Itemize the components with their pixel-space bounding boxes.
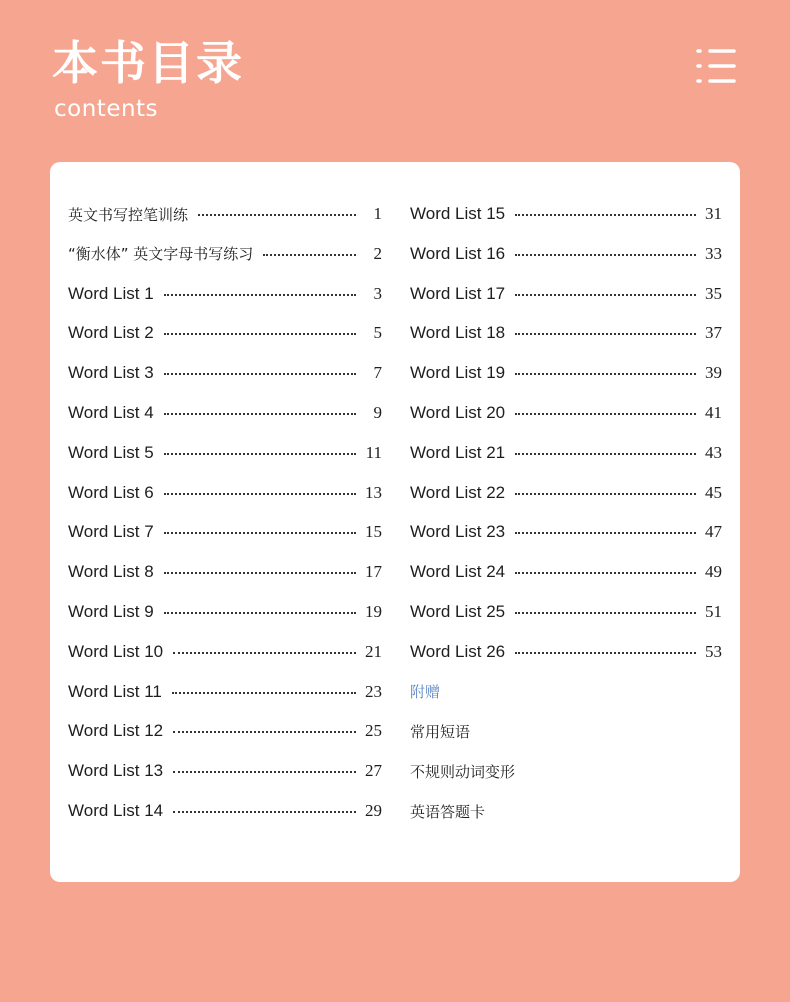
dot-leader — [515, 413, 696, 415]
dot-leader — [515, 373, 696, 375]
toc-entry-label: Word List 18 — [410, 323, 506, 343]
dot-leader — [173, 771, 356, 773]
contents-card — [50, 162, 740, 882]
dot-leader — [173, 811, 356, 813]
dot-leader — [164, 532, 356, 534]
toc-entry-label: Word List 12 — [68, 721, 164, 741]
toc-entry[interactable] — [410, 558, 722, 586]
toc-entry[interactable] — [68, 240, 382, 268]
toc-entry-page-number: 7 — [373, 363, 382, 383]
toc-entry-label: Word List 2 — [68, 323, 154, 343]
menu-lines-icon[interactable] — [696, 48, 736, 84]
toc-entry-page-number: 23 — [365, 681, 382, 701]
toc-entry[interactable] — [68, 399, 382, 427]
dot-leader — [515, 453, 696, 455]
toc-entry-page-number: 25 — [365, 721, 382, 741]
toc-entry-label: Word List 11 — [68, 681, 162, 701]
appendix-item-label: 英语答题卡 — [410, 802, 486, 821]
toc-entry[interactable] — [410, 638, 722, 666]
toc-entry[interactable] — [68, 479, 382, 507]
dot-leader — [164, 294, 356, 296]
dot-leader — [515, 572, 696, 574]
toc-entry[interactable] — [410, 439, 722, 467]
toc-entry[interactable] — [410, 319, 722, 347]
toc-entry-label: Word List 24 — [410, 562, 506, 582]
dot-leader — [164, 333, 356, 335]
toc-entry-page-number: 1 — [373, 204, 382, 223]
appendix-item-label: 常用短语 — [410, 722, 471, 741]
page-title: 本书目录 — [52, 36, 244, 90]
toc-entry-page-number: 37 — [705, 323, 722, 343]
toc-entry[interactable] — [410, 280, 722, 308]
toc-entry-page-number: 2 — [373, 243, 382, 263]
dot-leader — [164, 373, 356, 375]
toc-entry-label: 英文书写控笔训练 — [68, 205, 189, 224]
appendix-heading: 附赠 — [410, 683, 441, 702]
toc-entry[interactable] — [68, 678, 382, 706]
toc-entry-page-number: 5 — [373, 323, 382, 343]
toc-entry-page-number: 49 — [705, 562, 722, 582]
toc-entry[interactable] — [68, 757, 382, 785]
dot-leader — [173, 652, 356, 654]
dot-leader — [198, 214, 356, 216]
toc-entry-label: Word List 16 — [410, 243, 506, 263]
dot-leader — [172, 692, 356, 694]
appendix-item-label: 不规则动词变形 — [410, 762, 516, 781]
toc-entry-page-number: 35 — [705, 283, 722, 303]
appendix-heading-row — [410, 678, 722, 706]
toc-entry[interactable] — [68, 518, 382, 546]
toc-entry-page-number: 9 — [373, 403, 382, 422]
page-subtitle: contents — [54, 96, 159, 122]
toc-entry[interactable] — [410, 598, 722, 626]
dot-leader — [263, 254, 356, 256]
toc-entry-page-number: 11 — [365, 442, 382, 462]
toc-entry-page-number: 3 — [373, 283, 382, 303]
dot-leader — [164, 572, 356, 574]
toc-entry-label: Word List 19 — [410, 363, 506, 383]
toc-entry-label: Word List 3 — [68, 363, 154, 383]
toc-entry-label: Word List 1 — [68, 283, 154, 303]
toc-entry-page-number: 51 — [705, 602, 722, 621]
toc-entry-page-number: 47 — [705, 522, 722, 542]
dot-leader — [164, 413, 356, 415]
toc-entry-label: Word List 7 — [68, 522, 154, 542]
toc-entry[interactable] — [68, 797, 382, 825]
toc-entry-page-number: 33 — [705, 243, 722, 263]
dot-leader — [164, 453, 356, 455]
toc-entry[interactable] — [68, 598, 382, 626]
dot-leader — [164, 493, 356, 495]
toc-entry-page-number: 43 — [705, 442, 722, 462]
toc-entry-label: Word List 23 — [410, 522, 506, 542]
dot-leader — [173, 731, 356, 733]
toc-entry[interactable] — [410, 240, 722, 268]
dot-leader — [515, 652, 696, 654]
toc-entry-label: Word List 10 — [68, 641, 164, 661]
toc-entry-label: Word List 9 — [68, 602, 154, 621]
toc-entry[interactable] — [68, 280, 382, 308]
appendix-item[interactable] — [410, 797, 722, 825]
toc-entry[interactable] — [410, 518, 722, 546]
dot-leader — [515, 294, 696, 296]
toc-entry-page-number: 53 — [705, 641, 722, 661]
toc-entry-page-number: 41 — [705, 403, 722, 422]
dot-leader — [515, 214, 696, 216]
toc-entry[interactable] — [410, 200, 722, 228]
toc-entry-page-number: 45 — [705, 482, 722, 502]
toc-entry-label: Word List 4 — [68, 403, 154, 422]
dot-leader — [515, 493, 696, 495]
toc-entry-label: Word List 6 — [68, 482, 154, 502]
toc-entry-label: Word List 20 — [410, 403, 506, 422]
toc-entry-page-number: 19 — [365, 602, 382, 621]
toc-entry-label: Word List 25 — [410, 602, 506, 621]
toc-entry[interactable] — [68, 200, 382, 228]
toc-entry-label: Word List 15 — [410, 204, 506, 223]
toc-entry-page-number: 39 — [705, 363, 722, 383]
toc-entry[interactable] — [410, 399, 722, 427]
toc-entry-label: Word List 26 — [410, 641, 506, 661]
toc-entry-label: Word List 8 — [68, 562, 154, 582]
toc-entry[interactable] — [68, 558, 382, 586]
toc-entry[interactable] — [68, 319, 382, 347]
appendix-item[interactable] — [410, 717, 722, 745]
toc-entry-label: Word List 17 — [410, 283, 506, 303]
toc-entry[interactable] — [410, 359, 722, 387]
toc-entry[interactable] — [68, 439, 382, 467]
toc-entry[interactable] — [68, 638, 382, 666]
toc-entry-label: Word List 5 — [68, 442, 154, 462]
toc-entry-page-number: 29 — [365, 801, 382, 820]
toc-entry-label: Word List 13 — [68, 761, 164, 781]
dot-leader — [515, 532, 696, 534]
toc-entry-page-number: 17 — [365, 562, 382, 582]
dot-leader — [164, 612, 356, 614]
toc-entry-label: Word List 22 — [410, 482, 506, 502]
toc-entry-page-number: 13 — [365, 482, 382, 502]
toc-entry-page-number: 15 — [365, 522, 382, 542]
toc-entry-page-number: 27 — [365, 761, 382, 781]
dot-leader — [515, 333, 696, 335]
toc-entry[interactable] — [410, 479, 722, 507]
toc-entry-label: Word List 21 — [410, 442, 506, 462]
dot-leader — [515, 254, 696, 256]
toc-entry-label: Word List 14 — [68, 801, 164, 820]
toc-entry[interactable] — [68, 717, 382, 745]
toc-entry-page-number: 31 — [705, 204, 722, 223]
dot-leader — [515, 612, 696, 614]
toc-entry[interactable] — [68, 359, 382, 387]
appendix-item[interactable] — [410, 757, 722, 785]
toc-entry-page-number: 21 — [365, 641, 382, 661]
toc-entry-label: “衡水体” 英文字母书写练习 — [68, 245, 254, 264]
